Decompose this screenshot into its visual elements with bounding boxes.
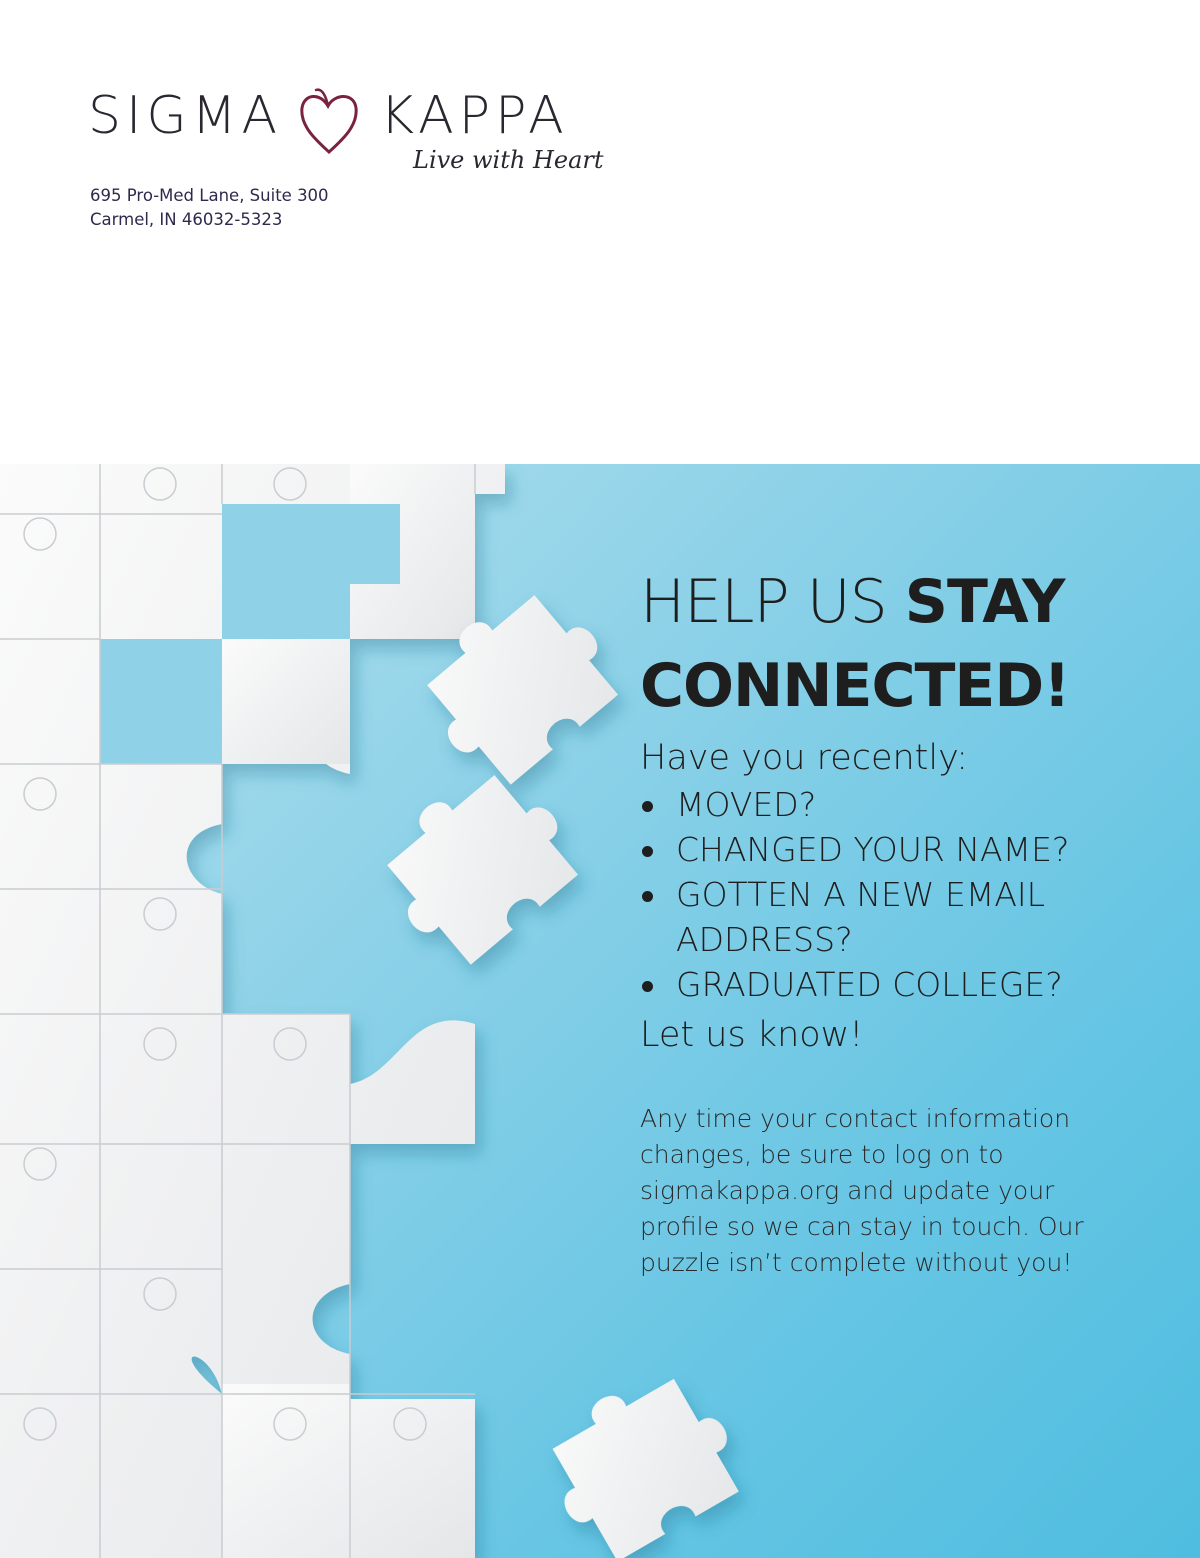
- list-item-text: GOTTEN A NEW EMAIL ADDRESS?: [676, 875, 1046, 959]
- heart-icon: [296, 86, 362, 158]
- list-item-text: CHANGED YOUR NAME?: [676, 830, 1070, 869]
- address-line-2: Carmel, IN 46032-5323: [90, 210, 283, 229]
- body-paragraph: Any time your contact information changes, be sure to log on to sigmakappa.org and update your profile so we can stay in touch. Our puzzle isn’t complete without you!: [640, 1104, 1084, 1277]
- call-to-action: Let us know!: [640, 1015, 864, 1055]
- question-lead: Have you recently:: [640, 738, 969, 778]
- hero-panel: [0, 464, 1200, 1558]
- list-item: [640, 827, 1160, 872]
- change-list: [640, 782, 1160, 1007]
- address-line-1: 695 Pro-Med Lane, Suite 300: [90, 186, 329, 205]
- mailing-address: [90, 184, 329, 232]
- bullet-icon: [642, 981, 653, 992]
- bullet-icon: [642, 801, 653, 812]
- logo-tagline: Live with Heart: [413, 146, 604, 174]
- list-item: [640, 872, 1160, 962]
- sigma-kappa-logo: [88, 84, 604, 184]
- list-item: [640, 962, 1160, 1007]
- headline: [640, 560, 1160, 728]
- list-item-text: GRADUATED COLLEGE?: [676, 965, 1063, 1004]
- headline-thin: HELP US: [640, 567, 905, 637]
- logo-word-kappa: KAPPA: [380, 86, 569, 146]
- list-item: [640, 782, 1160, 827]
- bullet-icon: [642, 891, 653, 902]
- headline-bold-stay: STAY: [904, 567, 1065, 637]
- headline-bold-connected: CONNECTED!: [640, 651, 1070, 721]
- list-item-text: MOVED?: [676, 785, 817, 824]
- logo-word-sigma: SIGMA: [88, 86, 283, 146]
- hero-copy: [640, 560, 1160, 1306]
- bullet-icon: [642, 846, 653, 857]
